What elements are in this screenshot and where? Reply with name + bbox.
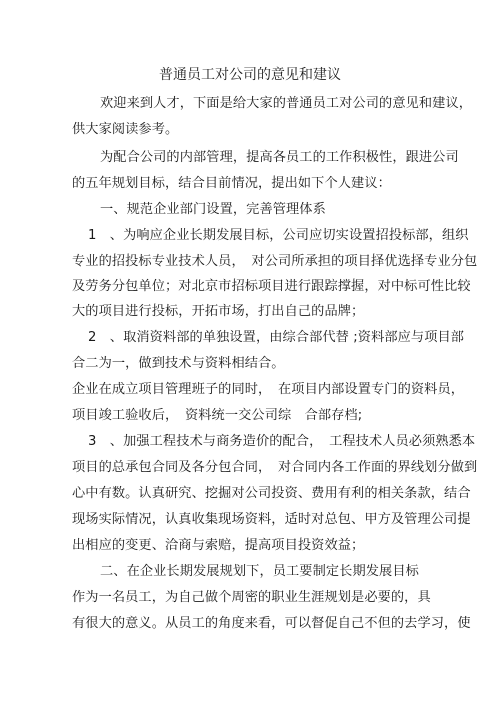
paragraph-line: 作为一名员工，为自己做个周密的职业生涯规划是必要的，具 xyxy=(72,590,431,605)
paragraph-line: 的五年规划目标，结合目前情况，提出如下个人建议： xyxy=(72,176,391,191)
paragraph-line: 专业的招投标专业技术人员， 对公司所承担的项目择优选择专业分包 xyxy=(72,254,478,269)
document-title: 普通员工对公司的意见和建议 xyxy=(159,67,341,83)
paragraph-line: 企业在成立项目管理班子的同时， 在项目内部设置专门的资料员， xyxy=(72,382,465,397)
paragraph-line: 供大家阅读参考。 xyxy=(72,122,179,137)
paragraph-line: 2 、取消资料部的单独设置，由综合部代替 ;资料部应与项目部 xyxy=(88,330,465,345)
paragraph-line: 3 、加强工程技术与商务造价的配合， 工程技术人员必须熟悉本 xyxy=(88,434,476,449)
paragraph-line: 1 、为响应企业长期发展目标，公司应切实设置招投标部，组织 xyxy=(88,228,469,243)
paragraph-line: 及劳务分包单位；对北京市招标项目进行跟踪撑握，对中标可性比较 xyxy=(72,279,471,294)
paragraph-line: 项目的总承包合同及各分包合同， 对合同内各工作面的界线划分做到 xyxy=(72,460,478,475)
section-heading: 一、规范企业部门设置，完善管理体系 xyxy=(100,202,326,217)
paragraph-line: 出相应的变更、洽商与索赔，提高项目投资效益； xyxy=(72,538,365,553)
paragraph-line: 为配合公司的内部管理，提高各员工的工作积极性，跟进公司 xyxy=(100,150,459,165)
paragraph-line: 现场实际情况，认真收集现场资料，适时对总包、甲方及管理公司提 xyxy=(72,512,471,527)
section-heading: 二、在企业长期发展规划下，员工要制定长期发展目标 xyxy=(100,564,419,579)
paragraph-line: 有很大的意义。从员工的角度来看，可以督促自己不但的去学习，使 xyxy=(72,616,471,631)
paragraph-line: 合二为一，做到技术与资料相结合。 xyxy=(72,356,285,371)
paragraph-line: 大的项目进行投标，开拓市场，打出自己的品牌； xyxy=(72,304,365,319)
paragraph-line: 心中有数。认真研究、挖掘对公司投资、费用有利的相关条款，结合 xyxy=(72,486,471,501)
paragraph-line: 项目竣工验收后， 资料统一交公司综 合部存档; xyxy=(72,408,363,423)
paragraph-line: 欢迎来到人才，下面是给大家的普通员工对公司的意见和建议， xyxy=(100,96,473,111)
